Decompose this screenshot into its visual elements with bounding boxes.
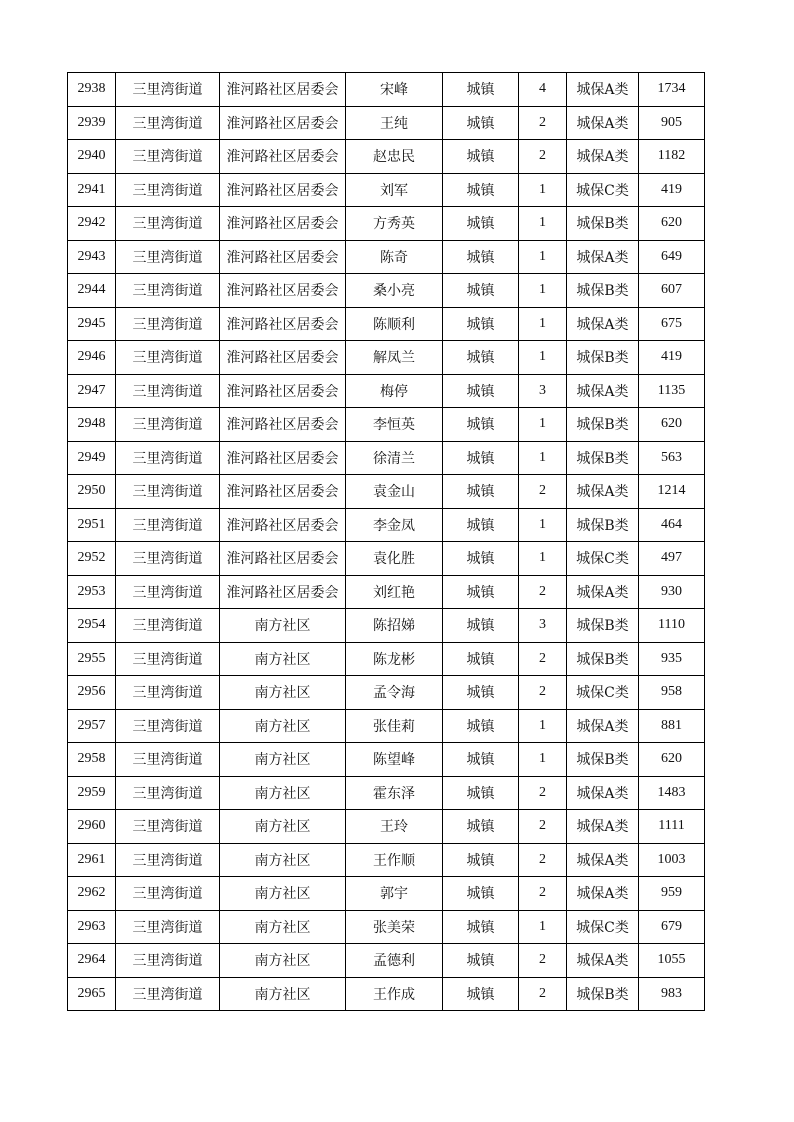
area-type-cell: 城镇 — [443, 676, 519, 710]
table-row — [68, 743, 705, 777]
insurance-category-cell: 城保A类 — [567, 140, 639, 174]
household-count-cell: 1 — [519, 240, 567, 274]
serial-number-cell: 2939 — [68, 106, 116, 140]
table-row — [68, 944, 705, 978]
insurance-category-cell: 城保C类 — [567, 173, 639, 207]
insurance-category-cell: 城保B类 — [567, 609, 639, 643]
table-row — [68, 274, 705, 308]
table-row — [68, 508, 705, 542]
area-type-cell: 城镇 — [443, 475, 519, 509]
name-cell: 袁化胜 — [346, 542, 443, 576]
insurance-category-cell: 城保B类 — [567, 743, 639, 777]
serial-number-cell: 2945 — [68, 307, 116, 341]
table-row — [68, 307, 705, 341]
area-type-cell: 城镇 — [443, 575, 519, 609]
street-cell: 三里湾街道 — [116, 475, 220, 509]
community-cell: 南方社区 — [220, 743, 346, 777]
insurance-category-cell: 城保B类 — [567, 642, 639, 676]
table-row — [68, 843, 705, 877]
street-cell: 三里湾街道 — [116, 642, 220, 676]
household-count-cell: 2 — [519, 810, 567, 844]
community-cell: 南方社区 — [220, 843, 346, 877]
table-row — [68, 207, 705, 241]
area-type-cell: 城镇 — [443, 341, 519, 375]
table-row — [68, 475, 705, 509]
table-row — [68, 575, 705, 609]
street-cell: 三里湾街道 — [116, 307, 220, 341]
household-count-cell: 1 — [519, 910, 567, 944]
name-cell: 宋峰 — [346, 73, 443, 107]
insurance-category-cell: 城保A类 — [567, 575, 639, 609]
community-cell: 淮河路社区居委会 — [220, 341, 346, 375]
community-cell: 南方社区 — [220, 642, 346, 676]
community-cell: 南方社区 — [220, 709, 346, 743]
serial-number-cell: 2942 — [68, 207, 116, 241]
insurance-category-cell: 城保A类 — [567, 843, 639, 877]
amount-cell: 675 — [639, 307, 705, 341]
table-row — [68, 877, 705, 911]
community-cell: 淮河路社区居委会 — [220, 307, 346, 341]
street-cell: 三里湾街道 — [116, 776, 220, 810]
insurance-category-cell: 城保A类 — [567, 73, 639, 107]
name-cell: 解凤兰 — [346, 341, 443, 375]
serial-number-cell: 2953 — [68, 575, 116, 609]
serial-number-cell: 2949 — [68, 441, 116, 475]
area-type-cell: 城镇 — [443, 843, 519, 877]
street-cell: 三里湾街道 — [116, 408, 220, 442]
area-type-cell: 城镇 — [443, 743, 519, 777]
name-cell: 王作顺 — [346, 843, 443, 877]
name-cell: 张佳莉 — [346, 709, 443, 743]
insurance-category-cell: 城保B类 — [567, 207, 639, 241]
community-cell: 淮河路社区居委会 — [220, 106, 346, 140]
name-cell: 李恒英 — [346, 408, 443, 442]
table-row — [68, 106, 705, 140]
area-type-cell: 城镇 — [443, 977, 519, 1011]
serial-number-cell: 2952 — [68, 542, 116, 576]
household-count-cell: 2 — [519, 877, 567, 911]
household-count-cell: 1 — [519, 408, 567, 442]
table-row — [68, 910, 705, 944]
street-cell: 三里湾街道 — [116, 609, 220, 643]
street-cell: 三里湾街道 — [116, 441, 220, 475]
amount-cell: 959 — [639, 877, 705, 911]
household-count-cell: 1 — [519, 508, 567, 542]
amount-cell: 983 — [639, 977, 705, 1011]
street-cell: 三里湾街道 — [116, 709, 220, 743]
serial-number-cell: 2940 — [68, 140, 116, 174]
amount-cell: 1734 — [639, 73, 705, 107]
amount-cell: 1135 — [639, 374, 705, 408]
area-type-cell: 城镇 — [443, 542, 519, 576]
name-cell: 方秀英 — [346, 207, 443, 241]
serial-number-cell: 2958 — [68, 743, 116, 777]
table-row — [68, 408, 705, 442]
household-count-cell: 1 — [519, 207, 567, 241]
household-count-cell: 1 — [519, 307, 567, 341]
household-count-cell: 1 — [519, 173, 567, 207]
household-count-cell: 1 — [519, 743, 567, 777]
community-cell: 南方社区 — [220, 877, 346, 911]
table-row — [68, 642, 705, 676]
insurance-category-cell: 城保C类 — [567, 910, 639, 944]
amount-cell: 930 — [639, 575, 705, 609]
household-count-cell: 1 — [519, 341, 567, 375]
community-cell: 淮河路社区居委会 — [220, 207, 346, 241]
amount-cell: 679 — [639, 910, 705, 944]
community-cell: 淮河路社区居委会 — [220, 408, 346, 442]
area-type-cell: 城镇 — [443, 207, 519, 241]
household-count-cell: 2 — [519, 140, 567, 174]
area-type-cell: 城镇 — [443, 944, 519, 978]
street-cell: 三里湾街道 — [116, 542, 220, 576]
street-cell: 三里湾街道 — [116, 676, 220, 710]
area-type-cell: 城镇 — [443, 240, 519, 274]
serial-number-cell: 2962 — [68, 877, 116, 911]
area-type-cell: 城镇 — [443, 173, 519, 207]
amount-cell: 419 — [639, 173, 705, 207]
amount-cell: 1111 — [639, 810, 705, 844]
table-row — [68, 173, 705, 207]
community-cell: 淮河路社区居委会 — [220, 475, 346, 509]
household-count-cell: 2 — [519, 676, 567, 710]
amount-cell: 497 — [639, 542, 705, 576]
street-cell: 三里湾街道 — [116, 207, 220, 241]
insurance-category-cell: 城保B类 — [567, 274, 639, 308]
table-row — [68, 374, 705, 408]
household-count-cell: 3 — [519, 374, 567, 408]
community-cell: 南方社区 — [220, 776, 346, 810]
area-type-cell: 城镇 — [443, 642, 519, 676]
community-cell: 南方社区 — [220, 609, 346, 643]
insurance-category-cell: 城保A类 — [567, 240, 639, 274]
household-count-cell: 1 — [519, 441, 567, 475]
table-row — [68, 776, 705, 810]
name-cell: 赵忠民 — [346, 140, 443, 174]
area-type-cell: 城镇 — [443, 73, 519, 107]
serial-number-cell: 2947 — [68, 374, 116, 408]
street-cell: 三里湾街道 — [116, 341, 220, 375]
name-cell: 李金凤 — [346, 508, 443, 542]
household-count-cell: 2 — [519, 475, 567, 509]
amount-cell: 419 — [639, 341, 705, 375]
serial-number-cell: 2941 — [68, 173, 116, 207]
serial-number-cell: 2961 — [68, 843, 116, 877]
area-type-cell: 城镇 — [443, 910, 519, 944]
insurance-category-cell: 城保A类 — [567, 944, 639, 978]
serial-number-cell: 2944 — [68, 274, 116, 308]
insurance-category-cell: 城保A类 — [567, 307, 639, 341]
community-cell: 淮河路社区居委会 — [220, 575, 346, 609]
household-count-cell: 2 — [519, 944, 567, 978]
community-cell: 淮河路社区居委会 — [220, 274, 346, 308]
name-cell: 陈奇 — [346, 240, 443, 274]
insurance-category-cell: 城保A类 — [567, 374, 639, 408]
insurance-category-cell: 城保B类 — [567, 341, 639, 375]
insurance-category-cell: 城保B类 — [567, 441, 639, 475]
household-count-cell: 2 — [519, 776, 567, 810]
street-cell: 三里湾街道 — [116, 240, 220, 274]
name-cell: 陈望峰 — [346, 743, 443, 777]
community-cell: 南方社区 — [220, 944, 346, 978]
amount-cell: 1003 — [639, 843, 705, 877]
street-cell: 三里湾街道 — [116, 274, 220, 308]
household-count-cell: 4 — [519, 73, 567, 107]
serial-number-cell: 2950 — [68, 475, 116, 509]
serial-number-cell: 2956 — [68, 676, 116, 710]
table-row — [68, 441, 705, 475]
street-cell: 三里湾街道 — [116, 977, 220, 1011]
amount-cell: 620 — [639, 743, 705, 777]
table-body — [68, 73, 705, 1011]
serial-number-cell: 2938 — [68, 73, 116, 107]
area-type-cell: 城镇 — [443, 776, 519, 810]
serial-number-cell: 2948 — [68, 408, 116, 442]
insurance-category-cell: 城保A类 — [567, 810, 639, 844]
name-cell: 王玲 — [346, 810, 443, 844]
area-type-cell: 城镇 — [443, 106, 519, 140]
community-cell: 南方社区 — [220, 910, 346, 944]
street-cell: 三里湾街道 — [116, 374, 220, 408]
amount-cell: 607 — [639, 274, 705, 308]
table-row — [68, 810, 705, 844]
amount-cell: 1483 — [639, 776, 705, 810]
street-cell: 三里湾街道 — [116, 173, 220, 207]
name-cell: 袁金山 — [346, 475, 443, 509]
name-cell: 徐清兰 — [346, 441, 443, 475]
name-cell: 郭宇 — [346, 877, 443, 911]
household-count-cell: 1 — [519, 709, 567, 743]
amount-cell: 881 — [639, 709, 705, 743]
table-row — [68, 73, 705, 107]
street-cell: 三里湾街道 — [116, 575, 220, 609]
household-count-cell: 2 — [519, 106, 567, 140]
household-count-cell: 2 — [519, 642, 567, 676]
serial-number-cell: 2963 — [68, 910, 116, 944]
amount-cell: 1214 — [639, 475, 705, 509]
table-row — [68, 341, 705, 375]
community-cell: 南方社区 — [220, 810, 346, 844]
name-cell: 刘军 — [346, 173, 443, 207]
community-cell: 淮河路社区居委会 — [220, 173, 346, 207]
street-cell: 三里湾街道 — [116, 140, 220, 174]
table-row — [68, 240, 705, 274]
serial-number-cell: 2957 — [68, 709, 116, 743]
household-count-cell: 3 — [519, 609, 567, 643]
household-count-cell: 1 — [519, 274, 567, 308]
community-cell: 南方社区 — [220, 977, 346, 1011]
amount-cell: 1182 — [639, 140, 705, 174]
area-type-cell: 城镇 — [443, 274, 519, 308]
insurance-category-cell: 城保B类 — [567, 408, 639, 442]
area-type-cell: 城镇 — [443, 609, 519, 643]
insurance-category-cell: 城保A类 — [567, 776, 639, 810]
community-cell: 淮河路社区居委会 — [220, 140, 346, 174]
name-cell: 霍东泽 — [346, 776, 443, 810]
insurance-category-cell: 城保A类 — [567, 709, 639, 743]
name-cell: 陈顺利 — [346, 307, 443, 341]
amount-cell: 563 — [639, 441, 705, 475]
area-type-cell: 城镇 — [443, 140, 519, 174]
amount-cell: 464 — [639, 508, 705, 542]
household-count-cell: 1 — [519, 542, 567, 576]
name-cell: 陈龙彬 — [346, 642, 443, 676]
amount-cell: 620 — [639, 207, 705, 241]
name-cell: 陈招娣 — [346, 609, 443, 643]
serial-number-cell: 2960 — [68, 810, 116, 844]
table-row — [68, 542, 705, 576]
serial-number-cell: 2946 — [68, 341, 116, 375]
table-row — [68, 676, 705, 710]
amount-cell: 935 — [639, 642, 705, 676]
name-cell: 王作成 — [346, 977, 443, 1011]
insurance-category-cell: 城保B类 — [567, 977, 639, 1011]
area-type-cell: 城镇 — [443, 810, 519, 844]
insurance-category-cell: 城保B类 — [567, 508, 639, 542]
name-cell: 王纯 — [346, 106, 443, 140]
street-cell: 三里湾街道 — [116, 877, 220, 911]
area-type-cell: 城镇 — [443, 508, 519, 542]
household-count-cell: 2 — [519, 977, 567, 1011]
name-cell: 张美荣 — [346, 910, 443, 944]
serial-number-cell: 2965 — [68, 977, 116, 1011]
name-cell: 孟德利 — [346, 944, 443, 978]
relief-roster-table — [67, 72, 705, 1011]
street-cell: 三里湾街道 — [116, 810, 220, 844]
table-row — [68, 977, 705, 1011]
insurance-category-cell: 城保C类 — [567, 542, 639, 576]
street-cell: 三里湾街道 — [116, 743, 220, 777]
insurance-category-cell: 城保A类 — [567, 877, 639, 911]
name-cell: 刘红艳 — [346, 575, 443, 609]
area-type-cell: 城镇 — [443, 307, 519, 341]
community-cell: 南方社区 — [220, 676, 346, 710]
community-cell: 淮河路社区居委会 — [220, 542, 346, 576]
area-type-cell: 城镇 — [443, 877, 519, 911]
table-row — [68, 609, 705, 643]
amount-cell: 1055 — [639, 944, 705, 978]
street-cell: 三里湾街道 — [116, 73, 220, 107]
serial-number-cell: 2959 — [68, 776, 116, 810]
name-cell: 梅停 — [346, 374, 443, 408]
community-cell: 淮河路社区居委会 — [220, 240, 346, 274]
table-row — [68, 709, 705, 743]
community-cell: 淮河路社区居委会 — [220, 441, 346, 475]
name-cell: 桑小亮 — [346, 274, 443, 308]
name-cell: 孟令海 — [346, 676, 443, 710]
household-count-cell: 2 — [519, 843, 567, 877]
table-row — [68, 140, 705, 174]
insurance-category-cell: 城保A类 — [567, 106, 639, 140]
community-cell: 淮河路社区居委会 — [220, 73, 346, 107]
amount-cell: 958 — [639, 676, 705, 710]
insurance-category-cell: 城保C类 — [567, 676, 639, 710]
serial-number-cell: 2951 — [68, 508, 116, 542]
street-cell: 三里湾街道 — [116, 910, 220, 944]
serial-number-cell: 2954 — [68, 609, 116, 643]
amount-cell: 905 — [639, 106, 705, 140]
household-count-cell: 2 — [519, 575, 567, 609]
amount-cell: 620 — [639, 408, 705, 442]
insurance-category-cell: 城保A类 — [567, 475, 639, 509]
area-type-cell: 城镇 — [443, 374, 519, 408]
street-cell: 三里湾街道 — [116, 843, 220, 877]
serial-number-cell: 2955 — [68, 642, 116, 676]
street-cell: 三里湾街道 — [116, 508, 220, 542]
area-type-cell: 城镇 — [443, 441, 519, 475]
amount-cell: 1110 — [639, 609, 705, 643]
community-cell: 淮河路社区居委会 — [220, 508, 346, 542]
community-cell: 淮河路社区居委会 — [220, 374, 346, 408]
serial-number-cell: 2964 — [68, 944, 116, 978]
street-cell: 三里湾街道 — [116, 106, 220, 140]
street-cell: 三里湾街道 — [116, 944, 220, 978]
serial-number-cell: 2943 — [68, 240, 116, 274]
area-type-cell: 城镇 — [443, 709, 519, 743]
amount-cell: 649 — [639, 240, 705, 274]
area-type-cell: 城镇 — [443, 408, 519, 442]
